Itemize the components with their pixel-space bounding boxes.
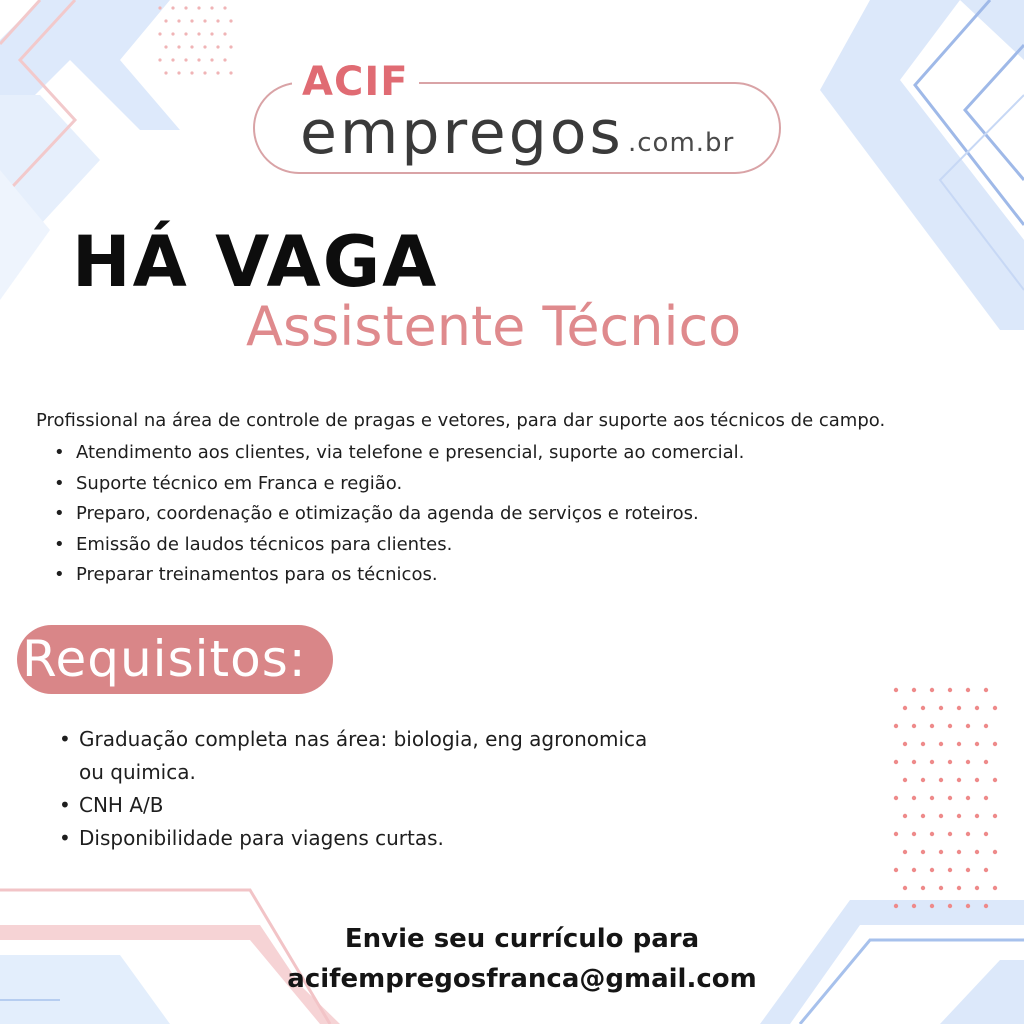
decor-dot — [197, 32, 200, 35]
decor-dot — [184, 6, 187, 9]
decor-dot — [912, 688, 916, 692]
logo-wordmark: empregos — [300, 98, 624, 168]
decor-dot — [948, 724, 952, 728]
decor-dot — [921, 742, 925, 746]
decor-dot — [223, 58, 226, 61]
decor-dot — [216, 45, 219, 48]
decor-dot — [903, 814, 907, 818]
decor-dot — [171, 6, 174, 9]
decor-dot — [894, 904, 898, 908]
decor-dot — [975, 814, 979, 818]
decor-dot — [894, 688, 898, 692]
decor-dot — [966, 904, 970, 908]
decor-dot — [903, 778, 907, 782]
decor-dot — [939, 742, 943, 746]
logo-brand: ACIF — [292, 58, 419, 106]
decor-dot — [930, 688, 934, 692]
decor-dot — [984, 688, 988, 692]
decor-dot — [930, 832, 934, 836]
duties-list — [76, 438, 744, 591]
decor-dot — [177, 71, 180, 74]
decor-dot — [939, 706, 943, 710]
decor-dot — [229, 19, 232, 22]
decor-dot — [894, 868, 898, 872]
contact-email[interactable]: acifempregosfranca@gmail.com — [287, 964, 757, 994]
decor-dot — [984, 724, 988, 728]
decor-dot — [903, 742, 907, 746]
decor-dot — [948, 688, 952, 692]
decor-dot — [912, 796, 916, 800]
decor-dot — [158, 6, 161, 9]
decor-dot — [957, 814, 961, 818]
decor-dot — [190, 45, 193, 48]
decor-dot — [966, 760, 970, 764]
decor-dot — [948, 760, 952, 764]
decor-dot — [197, 58, 200, 61]
decor-dot — [903, 886, 907, 890]
requirement-text-cont: ou quimica. — [79, 760, 196, 784]
decor-dot — [939, 850, 943, 854]
duty-item: • Preparar treinamentos para os técnicos. — [76, 560, 744, 591]
decor-dot — [993, 742, 997, 746]
decor-dot — [984, 796, 988, 800]
decor-dot — [984, 868, 988, 872]
decor-dot — [966, 724, 970, 728]
decor-dot — [930, 904, 934, 908]
right-dots — [894, 688, 997, 908]
decor-dot — [948, 832, 952, 836]
headline: HÁ VAGA — [72, 221, 439, 303]
decor-dot — [984, 832, 988, 836]
decor-dot — [912, 904, 916, 908]
decor-dot — [957, 742, 961, 746]
duty-item: • Emissão de laudos técnicos para clientes. — [76, 530, 744, 561]
decor-dot — [203, 45, 206, 48]
decor-dot — [975, 886, 979, 890]
decor-dot — [921, 886, 925, 890]
decor-dot — [894, 796, 898, 800]
decor-dot — [216, 19, 219, 22]
requirement-item — [79, 723, 647, 789]
decor-dot — [158, 58, 161, 61]
decor-dot — [957, 886, 961, 890]
decor-dot — [164, 71, 167, 74]
contact-prompt: Envie seu currículo para — [344, 924, 700, 954]
decor-dot — [894, 724, 898, 728]
decor-dot — [177, 45, 180, 48]
requirement-item: • CNH A/B — [79, 789, 647, 822]
decor-dot — [993, 778, 997, 782]
decor-dot — [912, 832, 916, 836]
decor-dot — [184, 32, 187, 35]
decor-dot — [177, 19, 180, 22]
decor-dot — [948, 904, 952, 908]
decor-dot — [903, 850, 907, 854]
duty-item: • Atendimento aos clientes, via telefone e presencial, suporte ao comercial. — [76, 438, 744, 469]
decor-dot — [184, 58, 187, 61]
logo-domain: .com.br — [628, 128, 735, 158]
decor-dot — [912, 868, 916, 872]
decor-dot — [171, 58, 174, 61]
decor-dot — [993, 814, 997, 818]
duty-item: • Suporte técnico em Franca e região. — [76, 469, 744, 500]
decor-dot — [948, 868, 952, 872]
duty-item: • Preparo, coordenação e otimização da agenda de serviços e roteiros. — [76, 499, 744, 530]
decor-dot — [223, 32, 226, 35]
decor-dot — [223, 6, 226, 9]
decor-dot — [921, 706, 925, 710]
decor-dot — [912, 724, 916, 728]
decor-dot — [966, 868, 970, 872]
job-title: Assistente Técnico — [246, 295, 742, 358]
decor-dot — [894, 760, 898, 764]
decor-dot — [966, 796, 970, 800]
top-right-blue-chevron — [820, 0, 1024, 330]
decor-dot — [957, 778, 961, 782]
decor-dot — [197, 6, 200, 9]
decor-dot — [993, 886, 997, 890]
decor-dot — [957, 850, 961, 854]
decor-dot — [158, 32, 161, 35]
decor-dot — [229, 71, 232, 74]
requirements-list — [79, 723, 647, 855]
decor-dot — [957, 706, 961, 710]
decor-dot — [993, 850, 997, 854]
decor-dot — [210, 6, 213, 9]
decor-dot — [948, 796, 952, 800]
decor-dot — [203, 71, 206, 74]
decor-dot — [190, 19, 193, 22]
decor-dot — [912, 760, 916, 764]
decor-dot — [894, 832, 898, 836]
decor-dot — [939, 886, 943, 890]
decor-dot — [190, 71, 193, 74]
decor-dot — [203, 19, 206, 22]
decor-dot — [921, 814, 925, 818]
decor-dot — [903, 706, 907, 710]
top-left-dots — [158, 6, 232, 74]
decor-dot — [939, 778, 943, 782]
decor-dot — [975, 850, 979, 854]
decor-dot — [966, 832, 970, 836]
requirement-text: Graduação completa nas área: biologia, eng agronomica — [79, 727, 648, 751]
decor-dot — [930, 724, 934, 728]
decor-dot — [164, 45, 167, 48]
decor-dot — [171, 32, 174, 35]
decor-dot — [930, 868, 934, 872]
requirements-title: Requisitos: — [22, 630, 307, 688]
decor-dot — [984, 760, 988, 764]
decor-dot — [210, 58, 213, 61]
decor-dot — [229, 45, 232, 48]
decor-dot — [921, 778, 925, 782]
decor-dot — [921, 850, 925, 854]
decor-dot — [930, 796, 934, 800]
decor-dot — [930, 760, 934, 764]
decor-dot — [939, 814, 943, 818]
job-intro: Profissional na área de controle de pragas e vetores, para dar suporte aos técnicos de campo. — [36, 410, 886, 431]
decor-dot — [164, 19, 167, 22]
decor-dot — [966, 688, 970, 692]
decor-dot — [975, 706, 979, 710]
decor-dot — [975, 778, 979, 782]
decor-dot — [216, 71, 219, 74]
requirement-item: • Disponibilidade para viagens curtas. — [79, 822, 647, 855]
decor-dot — [210, 32, 213, 35]
decor-dot — [984, 904, 988, 908]
decor-dot — [993, 706, 997, 710]
decor-dot — [975, 742, 979, 746]
